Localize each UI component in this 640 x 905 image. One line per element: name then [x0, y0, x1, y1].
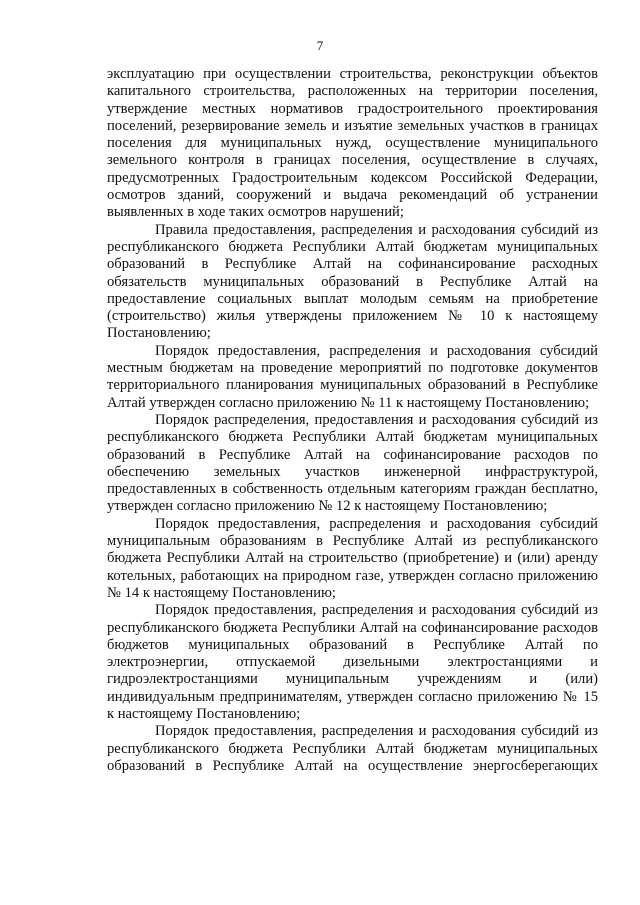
- paragraph-5: Порядок предоставления, распределения и расходования субсидий муниципальным образованиям в Республике Алтай из республиканского бюджета Республики Алтай на строительство (приобретение) и (или) аренду котельных, работающих на природном газе, утвержден согласно приложению № 14 к настоящему Постановлению;: [107, 515, 598, 601]
- paragraph-4: Порядок распределения, предоставления и расходования субсидий из республиканского бюджета Республики Алтай бюджетам муниципальных образований в Республике Алтай на софинансирование расходов по обеспечению земельных участков инженерной инфраструктурой, предоставленных в собственность отдельным категориям граждан бесплатно, утвержден согласно приложению № 12 к настоящему Постановлению;: [107, 411, 598, 515]
- paragraph-6: Порядок предоставления, распределения и расходования субсидий из республиканского бюджета Республики Алтай на софинансирование расходов бюджетов муниципальных образований в Республике Алтай по электроэнергии, отпускаемой дизельными электростанциями и гидроэлектростанциями муниципальным учреждениям и (или) индивидуальным предпринимателям, утвержден согласно приложению № 15 к настоящему Постановлению;: [107, 602, 598, 722]
- document-body: [107, 66, 598, 775]
- page-number: 7: [316, 38, 324, 53]
- paragraph-2: Правила предоставления, распределения и расходования субсидий из республиканского бюджета Республики Алтай бюджетам муниципальных образований в Республике Алтай на софинансирование расходных обязательств муниципальных образований в Республике Алтай на предоставление социальных выплат молодым семьям на приобретение (строительство) жилья утверждены приложением № 10 к настоящему Постановлению;: [107, 221, 598, 342]
- paragraph-7: Порядок предоставления, распределения и расходования субсидий из республиканского бюджета Республики Алтай бюджетам муниципальных образований в Республике Алтай на осуществление энергосберегающих: [107, 723, 598, 774]
- paragraph-1: эксплуатацию при осуществлении строительства, реконструкции объектов капитального строительства, расположенных на территории поселения, утверждение местных нормативов градостроительного проектирования поселений, резервирование земель и изъятие земельных участков в границах поселения для муниципальных нужд, осуществление муниципального земельного контроля в границах поселения, осуществление в случаях, предусмотренных Градостроительным кодексом Российской Федерации, осмотров зданий, сооружений и выдача рекомендаций об устранении выявленных в ходе таких осмотров нарушений;: [107, 66, 598, 221]
- paragraph-3: Порядок предоставления, распределения и расходования субсидий местным бюджетам на проведение мероприятий по подготовке документов территориального планирования муниципальных образований в Республике Алтай утвержден согласно приложению № 11 к настоящему Постановлению;: [107, 342, 598, 411]
